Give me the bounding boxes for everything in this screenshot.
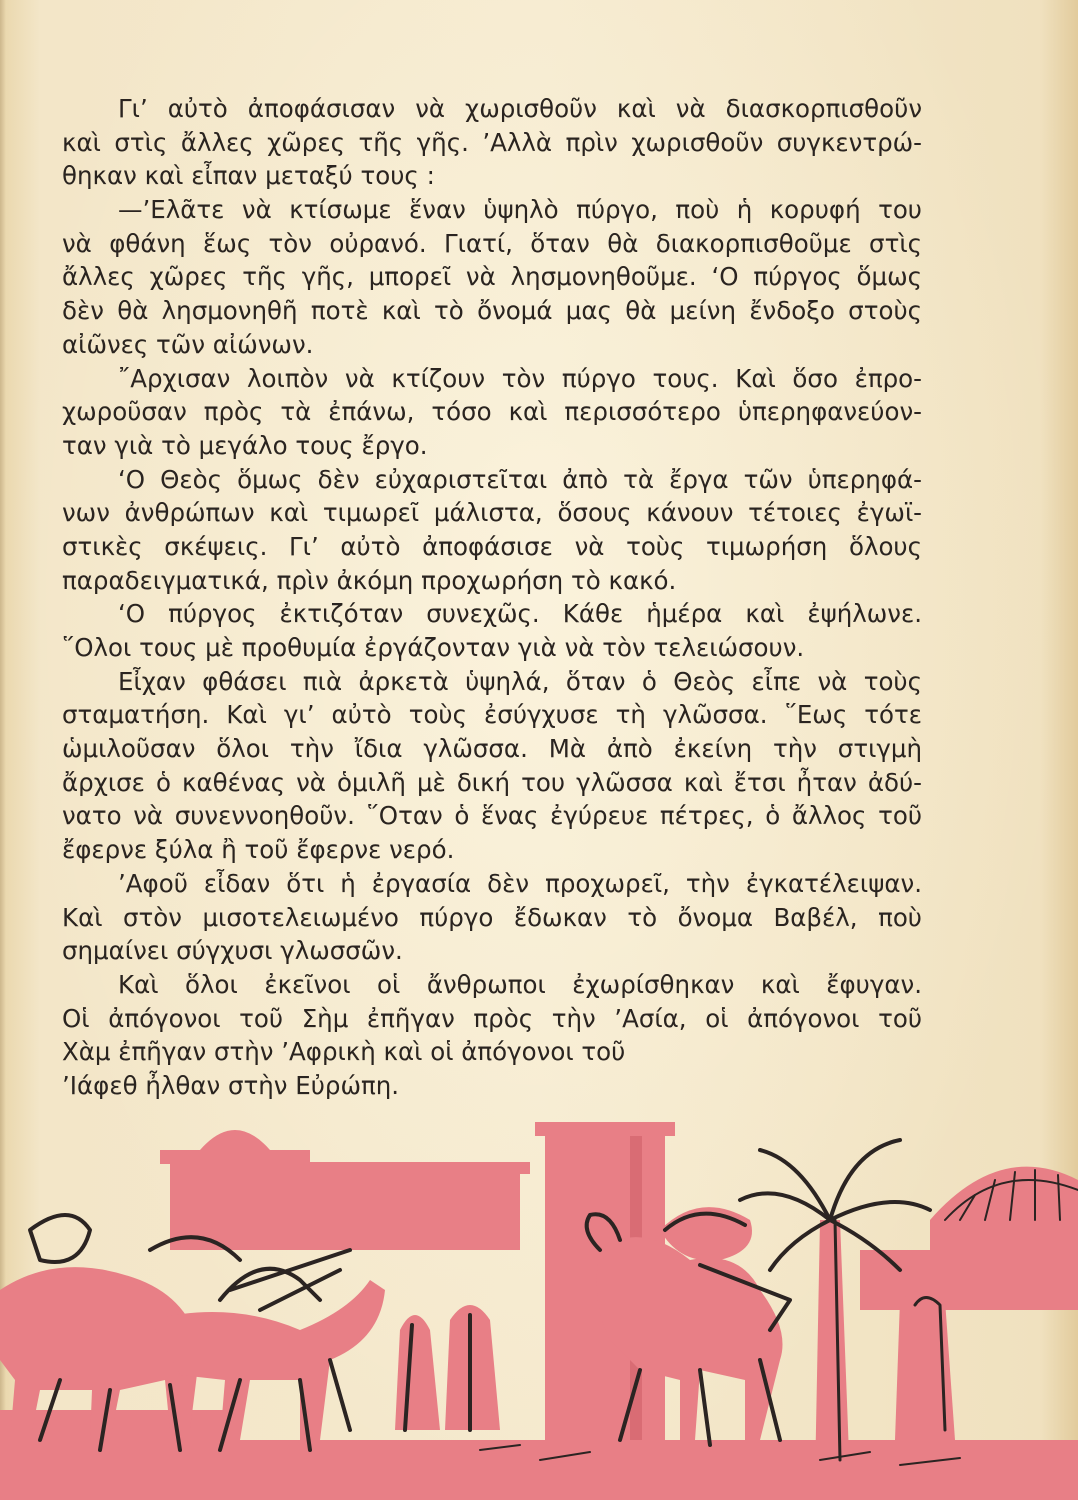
text-line: νατο νὰ συνεννοηθοῦν. ῞Οταν ὁ ἕνας ἐγύρευε πέτρες, ὁ ἄλλος τοῦ xyxy=(62,801,922,831)
text-line: θηκαν καὶ εἶπαν μεταξύ τους : xyxy=(62,161,435,191)
text-line: ’Αφοῦ εἶδαν ὅτι ἡ ἐργασία δὲν προχωρεῖ, τὴν ἐγκατέλειψαν. xyxy=(118,868,922,898)
text-line: Γι’ αὐτὸ ἀποφάσισαν νὰ χωρισθοῦν καὶ νὰ διασκορπισθοῦν xyxy=(118,94,922,123)
text-line: ἄρχισε ὁ καθένας νὰ ὁμιλῆ μὲ δική του γλῶσσα καὶ ἔτσι ἦταν ἀδύ- xyxy=(62,767,922,797)
text-line: —’Ελᾶτε νὰ κτίσωμε ἕναν ὑψηλὸ πύργο, ποὺ ἡ κορυφή του xyxy=(118,195,922,225)
text-line: Χὰμ ἐπῆγαν στὴν ’Αφρικὴ καὶ οἱ ἀπόγονοι τοῦ xyxy=(62,1037,626,1067)
text-line: ῎Αρχισαν λοιπὸν νὰ κτίζουν τὸν πύργο τους. Καὶ ὅσο ἐπρο- xyxy=(118,363,922,393)
text-line: καὶ στὶς ἄλλες χῶρες τῆς γῆς. ’Αλλὰ πρὶν χωρισθοῦν συγκεντρώ- xyxy=(62,127,922,157)
text-line: δὲν θὰ λησμονηθῆ ποτὲ καὶ τὸ ὄνομά μας θὰ μείνη ἔνδοξο στοὺς xyxy=(62,296,922,326)
text-line: Καὶ ὅλοι ἐκεῖνοι οἱ ἄνθρωποι ἐχωρίσθηκαν καὶ ἔφυγαν. xyxy=(118,969,922,999)
text-line: στικὲς σκέψεις. Γι’ αὐτὸ ἀποφάσισε νὰ τοὺς τιμωρήση ὅλους xyxy=(62,531,922,561)
text-line: ῞Ολοι τους μὲ προθυμία ἐργάζονταν γιὰ νὰ τὸν τελειώσουν. xyxy=(62,633,805,662)
text-line: αἰῶνες τῶν αἰώνων. xyxy=(62,329,314,359)
text-line: ’Ιάφεθ ἦλθαν στὴν Εὐρώπη. xyxy=(62,1070,400,1100)
text-line: σταματήση. Καὶ γι’ αὐτὸ τοὺς ἐσύγχυσε τὴ γλῶσσα. ῞Εως τότε xyxy=(62,700,922,730)
text-line: Εἶχαν φθάσει πιὰ ἀρκετὰ ὑψηλά, ὅταν ὁ Θεὸς εἶπε νὰ τοὺς xyxy=(118,666,922,696)
text-line: ταν γιὰ τὸ μεγάλο τους ἔργο. xyxy=(62,430,428,460)
text-line: ἔφερνε ξύλα ἢ τοῦ ἔφερνε νερό. xyxy=(62,835,455,865)
text-line: νων ἀνθρώπων καὶ τιμωρεῖ μάλιστα, ὅσους κάνουν τέτοιες ἐγωϊ- xyxy=(62,498,922,528)
text-line: Οἱ ἀπόγονοι τοῦ Σὴμ ἐπῆγαν πρὸς τὴν ’Ασία, οἱ ἀπόγονοι τοῦ xyxy=(62,1003,922,1033)
text-line: σημαίνει σύγχυσι γλωσσῶν. xyxy=(62,936,403,966)
story-text xyxy=(62,92,922,1103)
text-line: ‘Ο πύργος ἐκτιζόταν συνεχῶς. Κάθε ἡμέρα καὶ ἐψήλωνε. xyxy=(118,599,922,629)
text-line: Καὶ στὸν μισοτελειωμένο πύργο ἔδωκαν τὸ ὄνομα Βαβέλ, ποὺ xyxy=(62,902,922,932)
caravan-illustration xyxy=(0,1100,1078,1500)
text-line: νὰ φθάνη ἕως τὸν οὐρανό. Γιατί, ὅταν θὰ διακορπισθοῦμε στὶς xyxy=(62,228,922,258)
text-line: ὡμιλοῦσαν ὅλοι τὴν ἴδια γλῶσσα. Μὰ ἀπὸ ἐκείνη τὴν στιγμὴ xyxy=(62,734,922,764)
pink-ink-layer xyxy=(0,1122,1078,1500)
text-line: χωροῦσαν πρὸς τὰ ἐπάνω, τόσο καὶ περισσότερο ὑπερηφανεύον- xyxy=(62,397,922,427)
text-line: ἄλλες χῶρες τῆς γῆς, μπορεῖ νὰ λησμονηθοῦμε. ‘Ο πύργος ὅμως xyxy=(62,262,922,292)
text-line: ‘Ο Θεὸς ὅμως δὲν εὐχαριστεῖται ἀπὸ τὰ ἔργα τῶν ὑπερηφά- xyxy=(118,464,922,494)
text-line: παραδειγματικά, πρὶν ἀκόμη προχωρήση τὸ κακό. xyxy=(62,565,677,595)
